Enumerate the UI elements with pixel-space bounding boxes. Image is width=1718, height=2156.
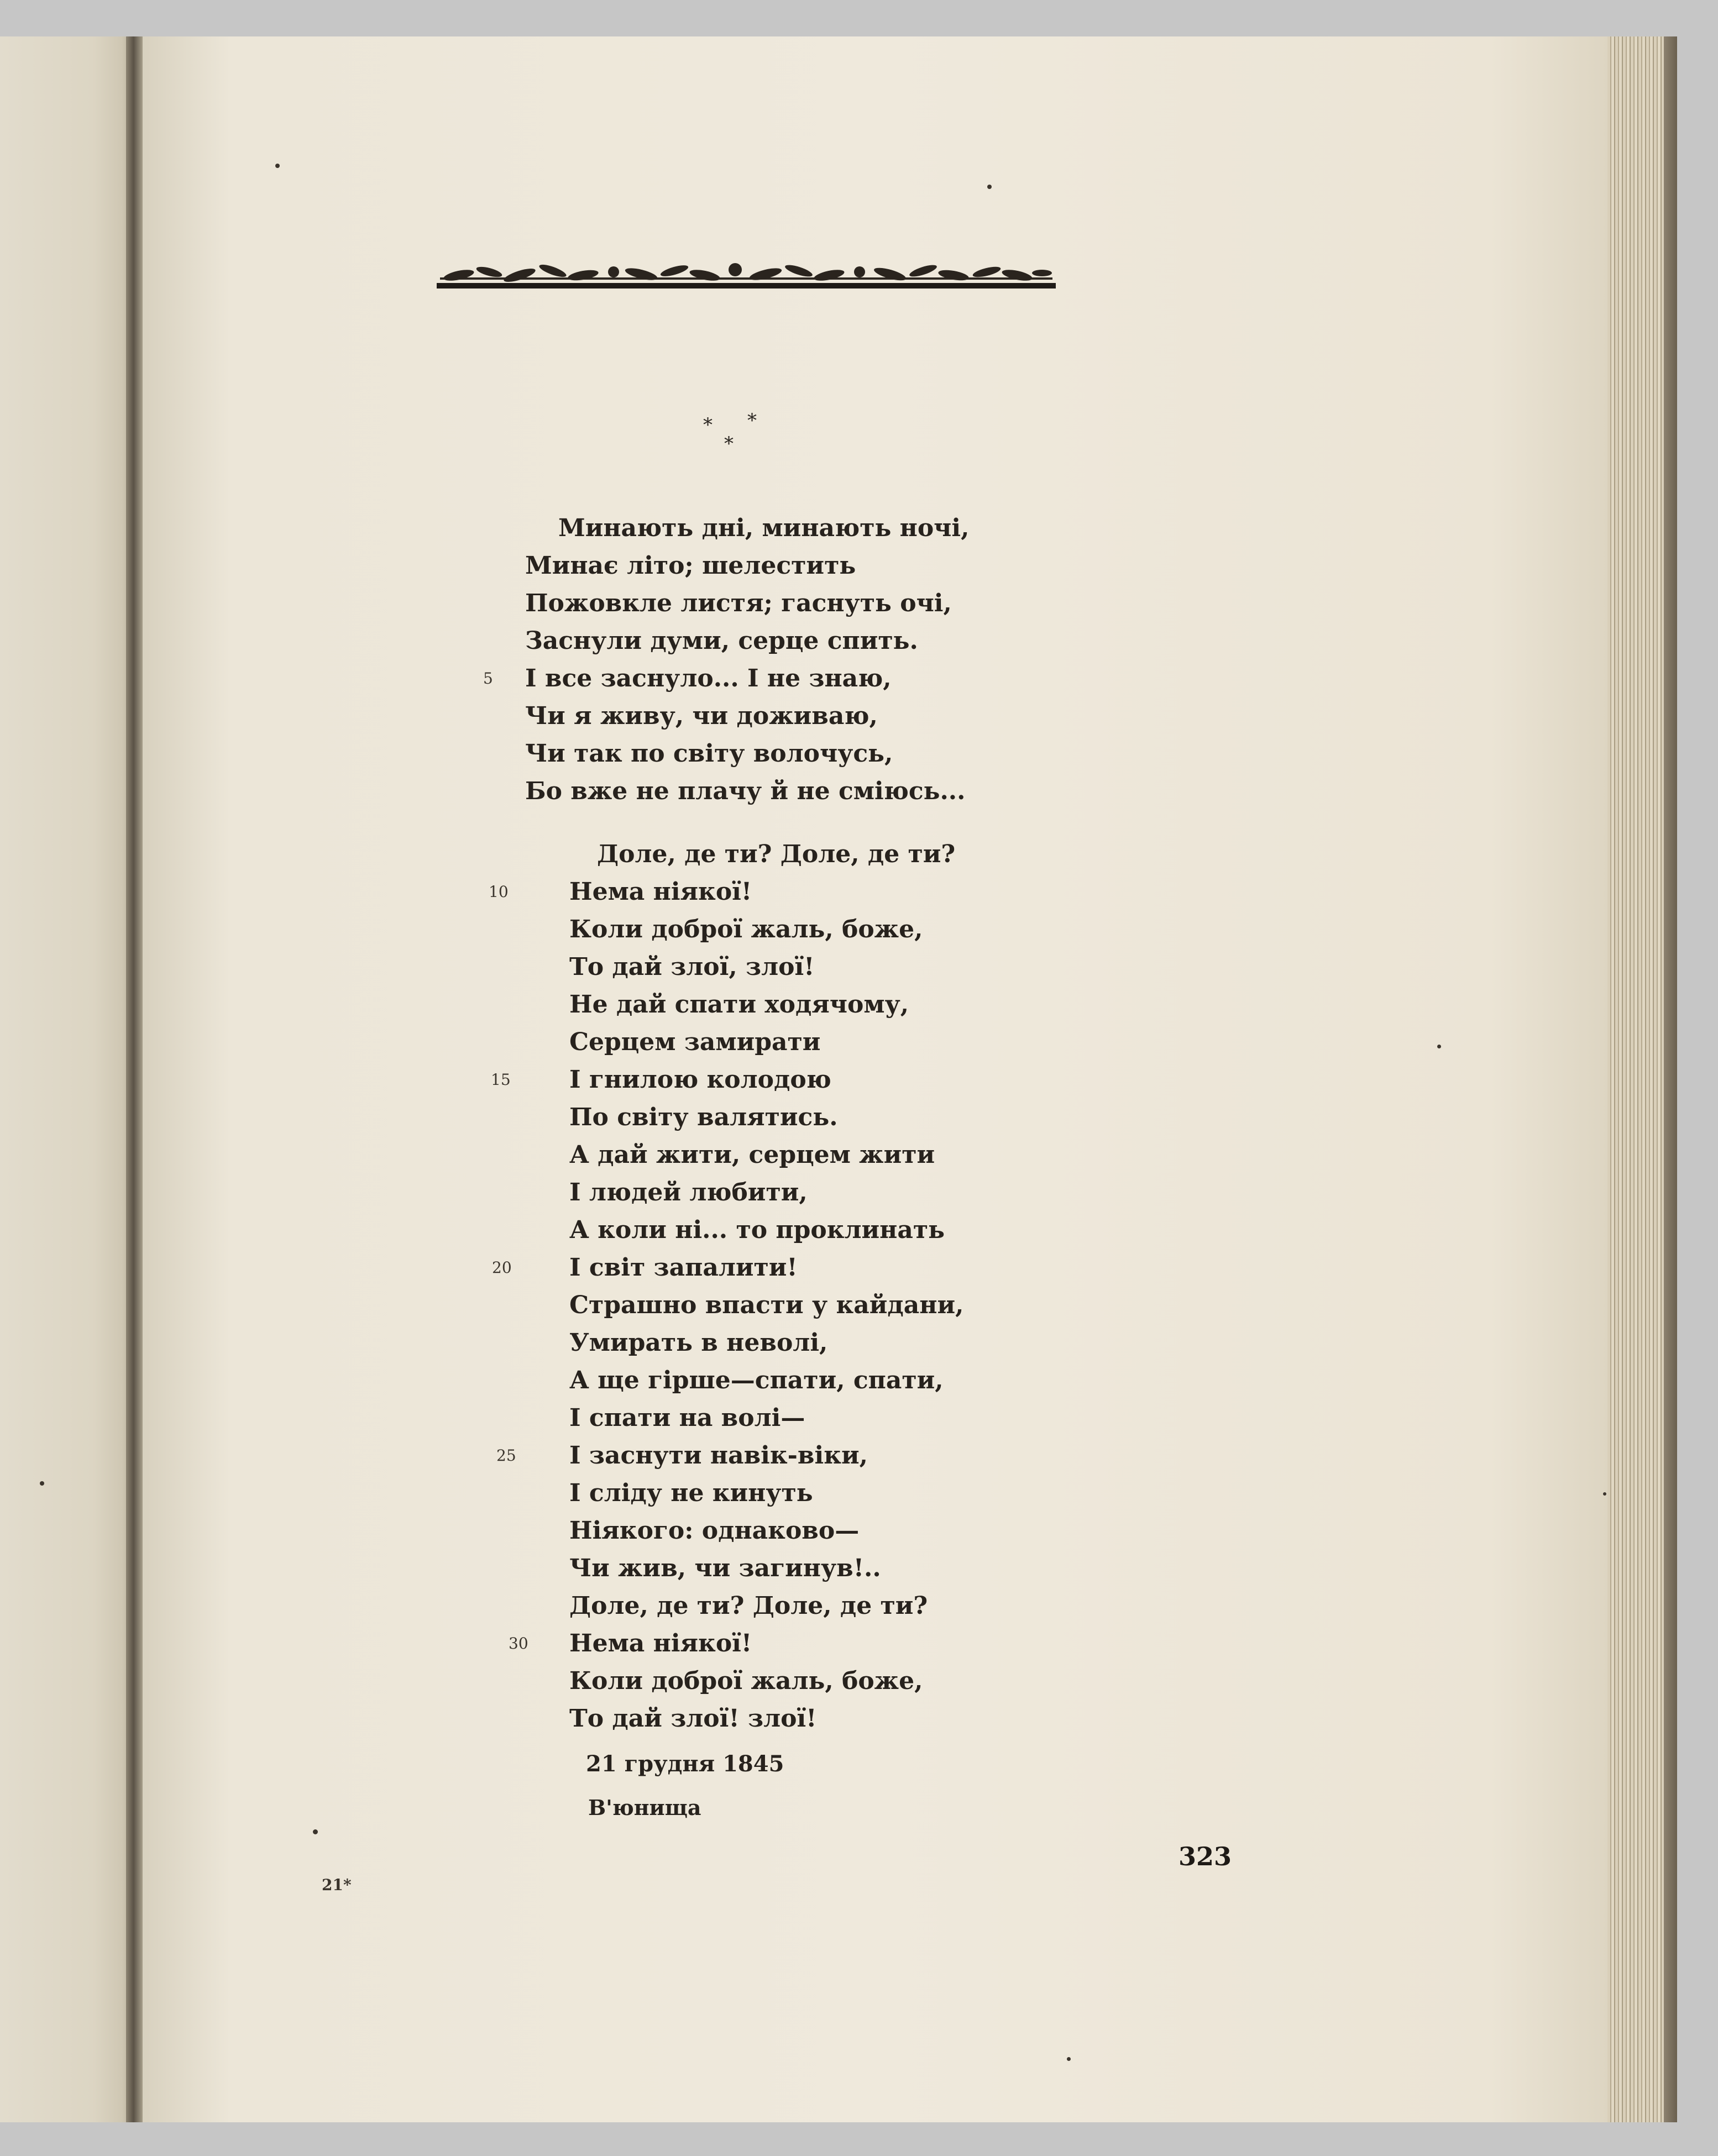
asterism-star: * <box>703 414 713 436</box>
poem-line: 5 І все заснуло... І не знаю, <box>525 660 1244 697</box>
poem-line: Минає літо; шелестить <box>525 552 856 580</box>
poem-line: 15 І гнилою колодою <box>525 1061 1244 1099</box>
paper-speck <box>1603 1492 1606 1496</box>
poem-line: Ніякого: однаково— <box>569 1517 860 1545</box>
page-edges-shadow <box>1664 36 1677 2122</box>
asterism-star: * <box>724 433 734 455</box>
paper-speck <box>987 185 992 189</box>
poem-line: Пожовкле листя; гаснуть очі, <box>525 589 952 617</box>
poem-line: І сліду не кинуть <box>569 1479 813 1507</box>
paper-speck <box>1437 1045 1441 1048</box>
poem-line: Доле, де ти? Доле, де ти? <box>569 1592 928 1620</box>
poem-line: Заснули думи, серце спить. <box>525 627 918 655</box>
poem-line: Чи жив, чи загинув!.. <box>569 1554 881 1582</box>
poem-line: Доле, де ти? Доле, де ти? <box>597 840 956 868</box>
line-number: 25 <box>496 1446 516 1465</box>
poem-line: Серцем замирати <box>569 1028 821 1056</box>
poem-line: То дай злої, злої! <box>569 953 815 981</box>
poem-line: То дай злої! злої! <box>569 1704 817 1733</box>
page-number: 323 <box>1178 1842 1232 1871</box>
paper-speck <box>313 1829 318 1834</box>
poem-line: 10 Нема ніякої! <box>525 873 1244 911</box>
line-number: 10 <box>489 883 509 901</box>
poem-line: 25 І заснути навік-віки, <box>525 1437 1244 1475</box>
line-number: 5 <box>483 669 493 688</box>
poem-line: А дай жити, серцем жити <box>569 1141 935 1169</box>
poem-line: Чи я живу, чи доживаю, <box>525 702 878 730</box>
poem-line: 20 І світ запалити! <box>525 1249 1244 1287</box>
poem-line: І людей любити, <box>569 1178 808 1206</box>
poem-line: Чи так по світу волочусь, <box>525 739 893 768</box>
poem-line: По світу валятись. <box>569 1103 838 1131</box>
line-number: 15 <box>491 1071 511 1089</box>
poem-line: Страшно впасти у кайдани, <box>569 1291 964 1319</box>
poem-line: А ще гірше—спати, спати, <box>569 1366 944 1394</box>
left-page-edge <box>0 36 133 2122</box>
poem-line: Бо вже не плачу й не сміюсь... <box>525 777 966 805</box>
paper-speck <box>40 1481 44 1486</box>
poem-line: Не дай спати ходячому, <box>569 990 909 1019</box>
poem-line: А коли ні... то проклинать <box>569 1216 945 1244</box>
asterism <box>696 411 796 466</box>
poem-line: Коли доброї жаль, боже, <box>569 915 923 943</box>
poem-line: Коли доброї жаль, боже, <box>569 1667 923 1695</box>
poem-place: В'юнища <box>588 1795 701 1820</box>
signature-mark: 21* <box>322 1876 352 1894</box>
line-number: 30 <box>509 1634 528 1653</box>
paper-speck <box>275 164 280 168</box>
book-gutter <box>126 36 143 2122</box>
poem-line: Минають дні, минають ночі, <box>558 514 970 542</box>
ornament-headpiece <box>437 259 1056 295</box>
line-number: 20 <box>492 1258 512 1277</box>
poem-date: 21 грудня 1845 <box>586 1751 784 1777</box>
poem-line: Умирать в неволі, <box>569 1329 828 1357</box>
poem-line: І спати на волі— <box>569 1404 805 1432</box>
poem <box>483 510 1244 1738</box>
poem-line: 30 Нема ніякої! <box>525 1625 1244 1662</box>
asterism-star: * <box>747 410 757 432</box>
paper-speck <box>1067 2057 1071 2061</box>
